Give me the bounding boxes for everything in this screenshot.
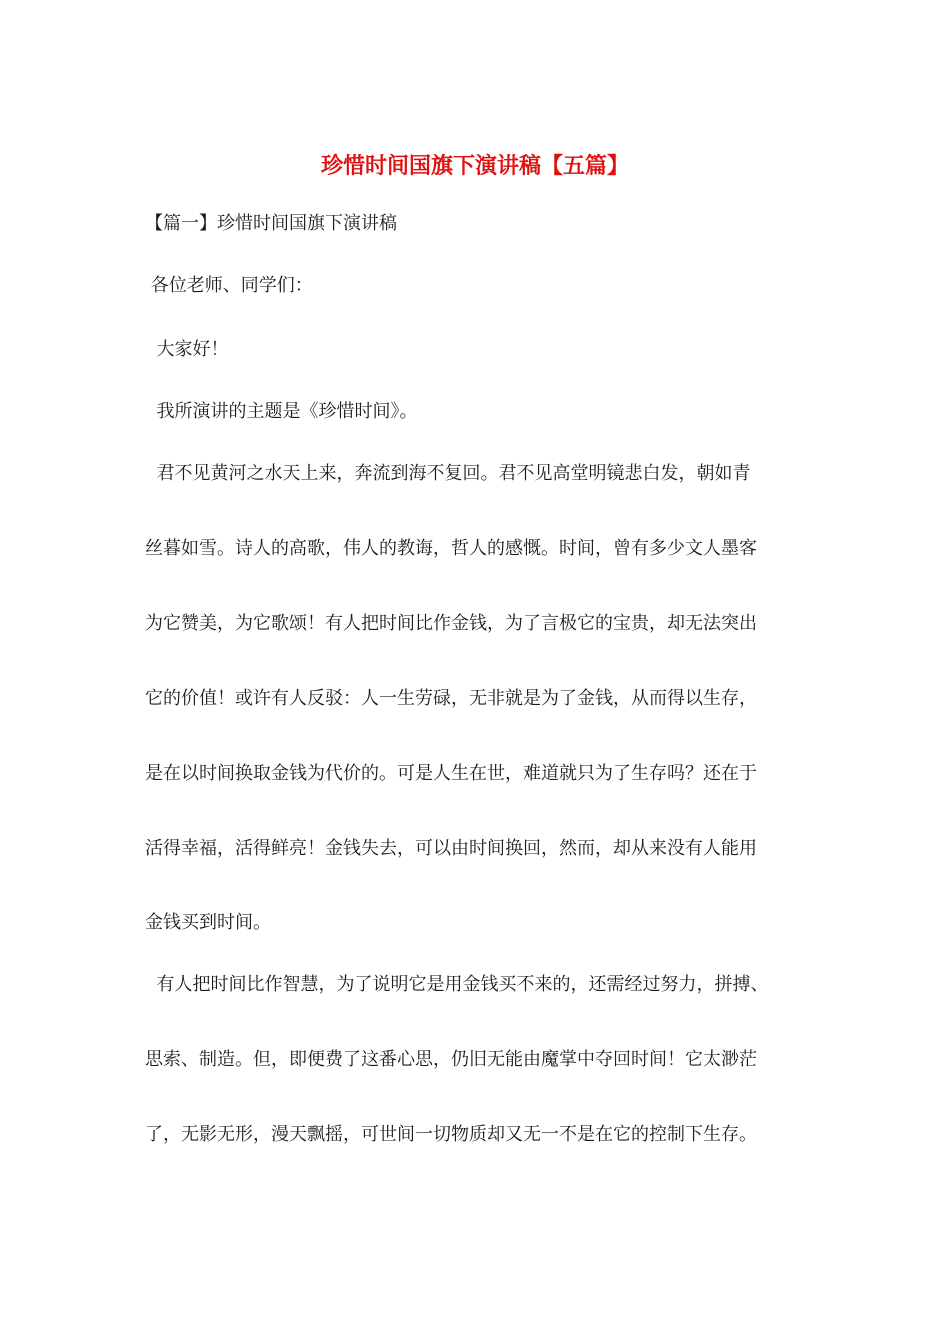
paragraph-line: 是在以时间换取金钱为代价的。可是人生在世，难道就只为了生存吗？还在于 bbox=[145, 763, 757, 784]
paragraph-line: 思索、制造。但，即便费了这番心思，仍旧无能由魔掌中夺回时间！它太渺茫 bbox=[145, 1049, 757, 1070]
theme-sentence: 我所演讲的主题是《珍惜时间》。 bbox=[145, 401, 418, 422]
paragraph-line: 君不见黄河之水天上来，奔流到海不复回。君不见高堂明镜悲白发，朝如青 bbox=[145, 463, 751, 484]
paragraph-line: 它的价值！或许有人反驳：人一生劳碌，无非就是为了金钱，从而得以生存， bbox=[145, 688, 757, 709]
paragraph-line: 金钱买到时间。 bbox=[145, 912, 271, 933]
document-title: 珍惜时间国旗下演讲稿【五篇】 bbox=[320, 154, 629, 179]
greeting: 大家好！ bbox=[145, 339, 229, 360]
salutation: 各位老师、同学们： bbox=[145, 275, 313, 296]
paragraph-line: 丝暮如雪。诗人的高歌，伟人的教诲，哲人的感慨。时间，曾有多少文人墨客 bbox=[145, 538, 757, 559]
paragraph-line: 了，无影无形，漫天飘摇，可世间一切物质却又无一不是在它的控制下生存。 bbox=[145, 1124, 757, 1145]
paragraph-line: 为它赞美，为它歌颂！有人把时间比作金钱，为了言极它的宝贵，却无法突出 bbox=[145, 613, 757, 634]
section-heading: 【篇一】珍惜时间国旗下演讲稿 bbox=[145, 213, 397, 234]
paragraph-line: 有人把时间比作智慧，为了说明它是用金钱买不来的，还需经过努力，拼搏、 bbox=[145, 974, 769, 995]
paragraph-line: 活得幸福，活得鲜亮！金钱失去，可以由时间换回，然而，却从来没有人能用 bbox=[145, 838, 757, 859]
